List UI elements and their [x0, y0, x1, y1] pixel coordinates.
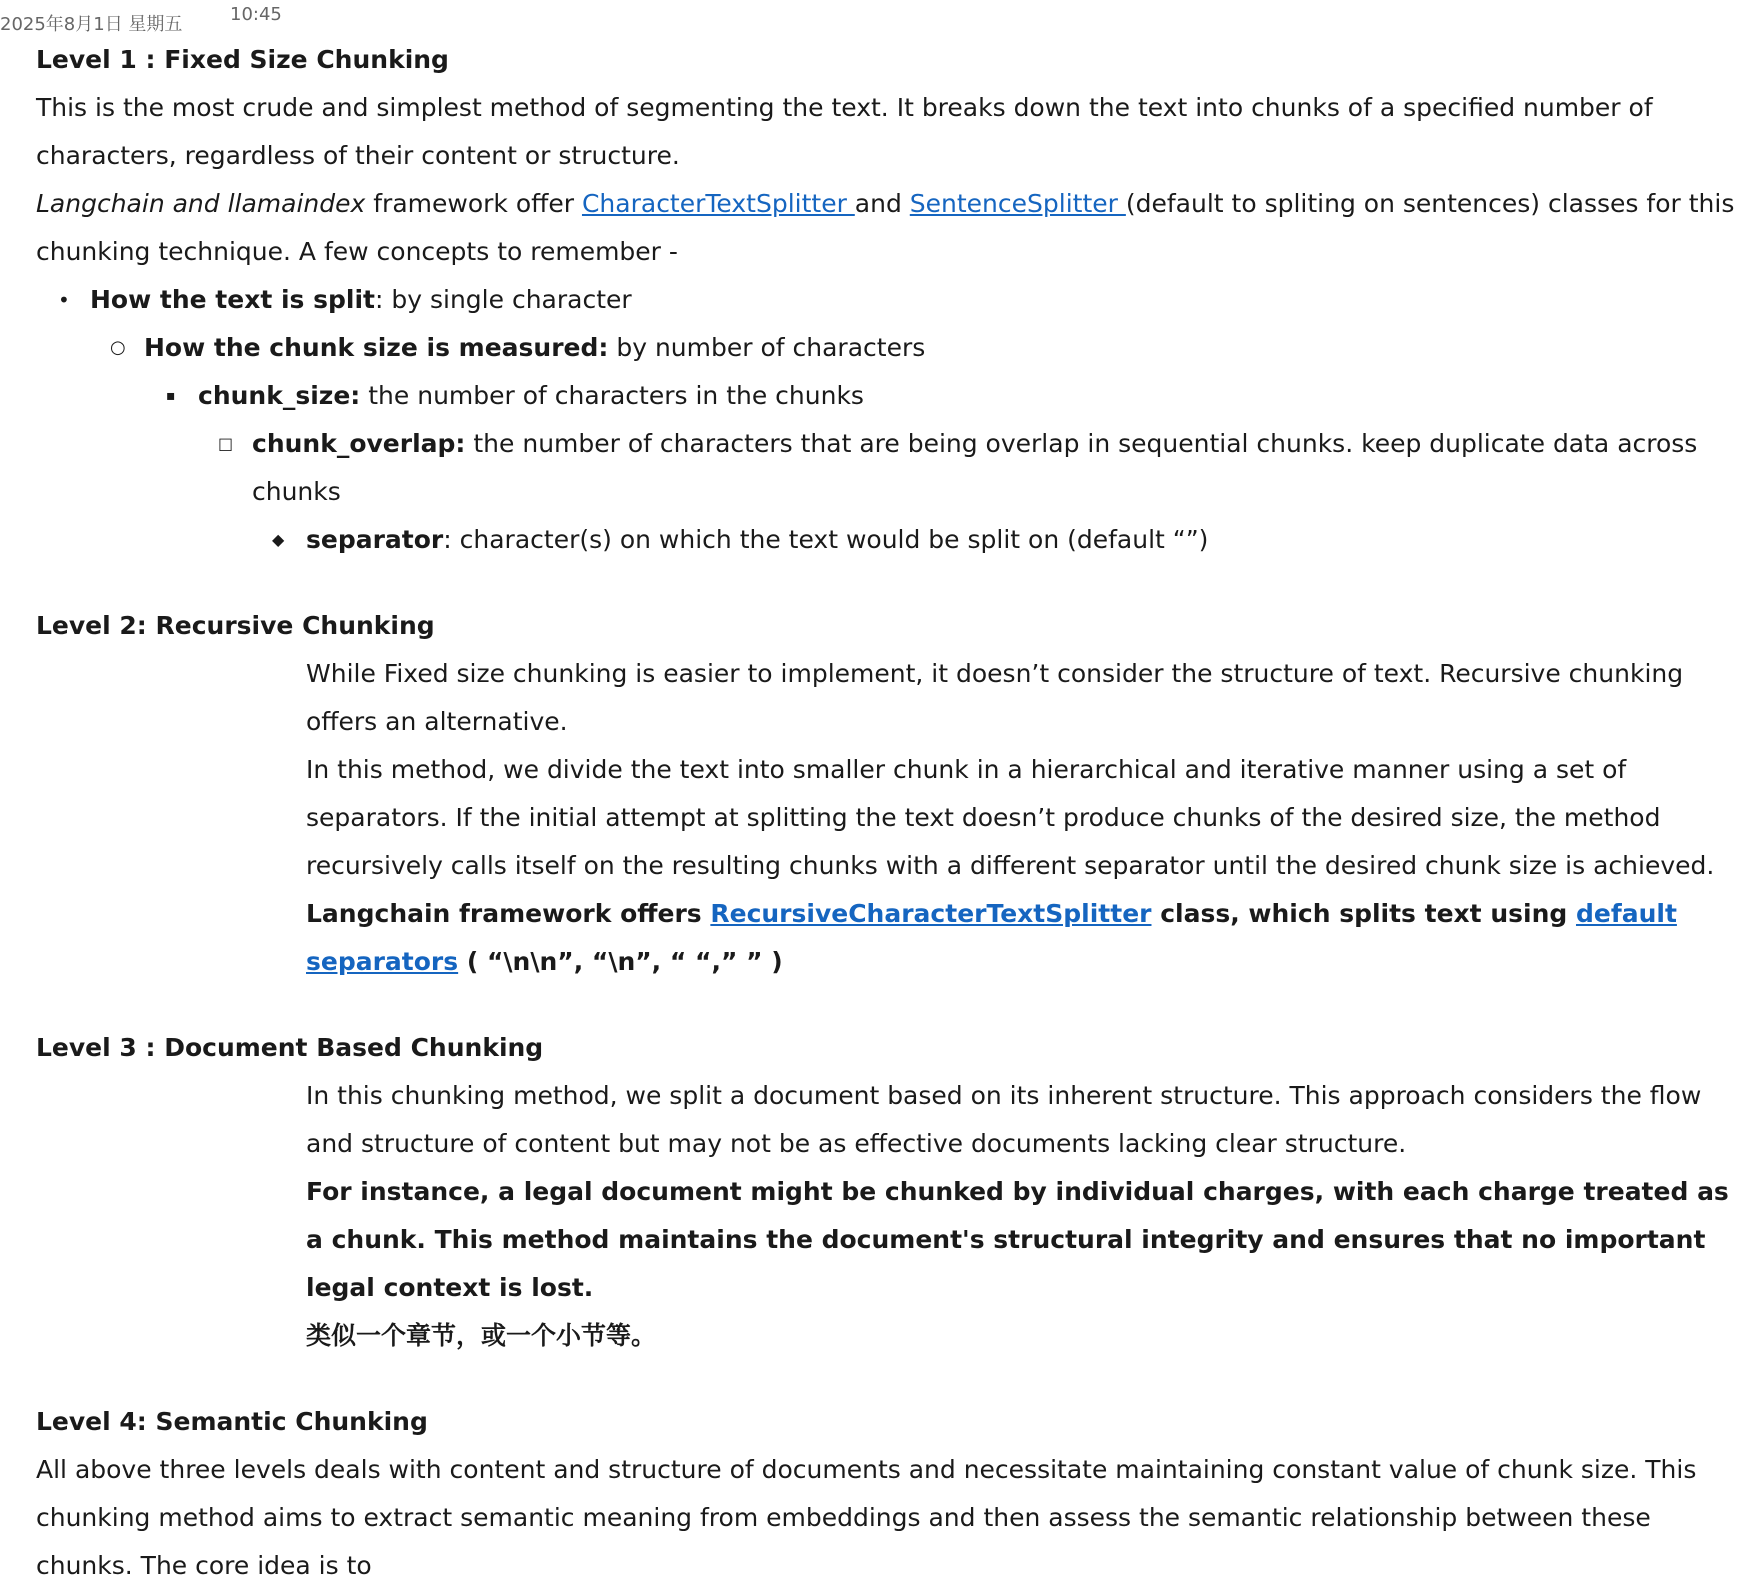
level2-p3-text-1: Langchain framework offers — [306, 899, 711, 928]
level1-heading: Level 1 : Fixed Size Chunking — [36, 45, 449, 74]
level2-paragraph-1: While Fixed size chunking is easier to implement, it doesn’t consider the structure of text. Recursive chunking offers an alternative. — [306, 659, 1684, 736]
list-item — [36, 372, 1736, 420]
list-item-label: How the text is split — [90, 285, 376, 314]
sentence-splitter-link[interactable]: SentenceSplitter — [909, 189, 1126, 218]
bullet-diamond-icon: ◆ — [272, 530, 285, 549]
level3-paragraph-1: In this chunking method, we split a document based on its inherent structure. This approach considers the flow and structure of content but may not be as effective documents lacking clear structure. — [306, 1081, 1702, 1158]
character-text-splitter-link[interactable]: CharacterTextSplitter — [581, 189, 855, 218]
list-item-text: the number of characters that are being overlap in sequential chunks. keep duplicate data across chunks — [252, 429, 1698, 506]
bullet-dot-icon: • — [58, 288, 70, 312]
default-separators-link[interactable]: default separators — [306, 899, 1677, 976]
list-item — [36, 516, 1736, 564]
list-item — [36, 276, 1736, 324]
level3-paragraph-3: 类似一个章节，或一个小节等。 — [306, 1321, 657, 1350]
note-body[interactable] — [36, 36, 1736, 1590]
recursive-character-text-splitter-link[interactable]: RecursiveCharacterTextSplitter — [710, 899, 1152, 928]
frameworks-text-3: (default to spliting on sentences) classes for this chunking technique. A few concepts to remember - — [36, 189, 1735, 266]
bullet-square-icon: ▪ — [166, 388, 176, 404]
spacer — [36, 564, 1736, 602]
level1-intro: This is the most crude and simplest method of segmenting the text. It breaks down the text into chunks of a specified number of characters, regardless of their content or structure. — [36, 93, 1653, 170]
level2-heading: Level 2: Recursive Chunking — [36, 611, 435, 640]
list-item-text: by number of characters — [608, 333, 926, 362]
list-item-label: chunk_overlap: — [252, 429, 466, 458]
spacer — [36, 1360, 1736, 1398]
list-item-text: the number of characters in the chunks — [360, 381, 864, 410]
frameworks-text-2: and — [854, 189, 910, 218]
level2-p3-text-2: class, which splits text using — [1151, 899, 1576, 928]
list-item-text: : by single character — [375, 285, 632, 314]
level2-paragraph-3 — [36, 890, 1736, 986]
level2-paragraph-2: In this method, we divide the text into smaller chunk in a hierarchical and iterative manner using a set of separators. If the initial attempt at splitting the text doesn’t produce chunks of the desired size, the method recursively calls itself on the resulting chunks with a different separator until the desired chunk size is achieved. — [306, 755, 1715, 880]
bullet-circle-icon: ○ — [110, 337, 126, 358]
bullet-hollow-square-icon: □ — [218, 434, 234, 453]
list-item-label: chunk_size: — [198, 381, 361, 410]
level4-heading: Level 4: Semantic Chunking — [36, 1407, 428, 1436]
list-item — [36, 420, 1736, 516]
list-item-label: How the chunk size is measured: — [144, 333, 609, 362]
list-item-label: separator — [306, 525, 444, 554]
level3-heading: Level 3 : Document Based Chunking — [36, 1033, 544, 1062]
list-item-text: : character(s) on which the text would be split on (default “”) — [443, 525, 1209, 554]
note-time: 10:45 — [230, 4, 282, 25]
frameworks-italic: Langchain and llamaindex — [36, 189, 366, 218]
level4-paragraph-1: All above three levels deals with content and structure of documents and necessitate maintaining constant value of chunk size. This chunking method aims to extract semantic meaning from embeddings and then assess the semantic relationship between these chunks. The core idea is to — [36, 1455, 1697, 1580]
level3-paragraph-2: For instance, a legal document might be chunked by individual charges, with each charge treated as a chunk. This method maintains the document's structural integrity and ensures that no important legal context is lost. — [306, 1177, 1729, 1302]
level2-p3-text-3: ( “\n\n”, “\n”, “ “,” ” ) — [458, 947, 783, 976]
frameworks-text-1: framework offer — [365, 189, 582, 218]
level1-frameworks — [36, 180, 1736, 276]
list-item — [36, 324, 1736, 372]
spacer — [36, 986, 1736, 1024]
note-date: 2025年8月1日 星期五 — [0, 14, 183, 35]
